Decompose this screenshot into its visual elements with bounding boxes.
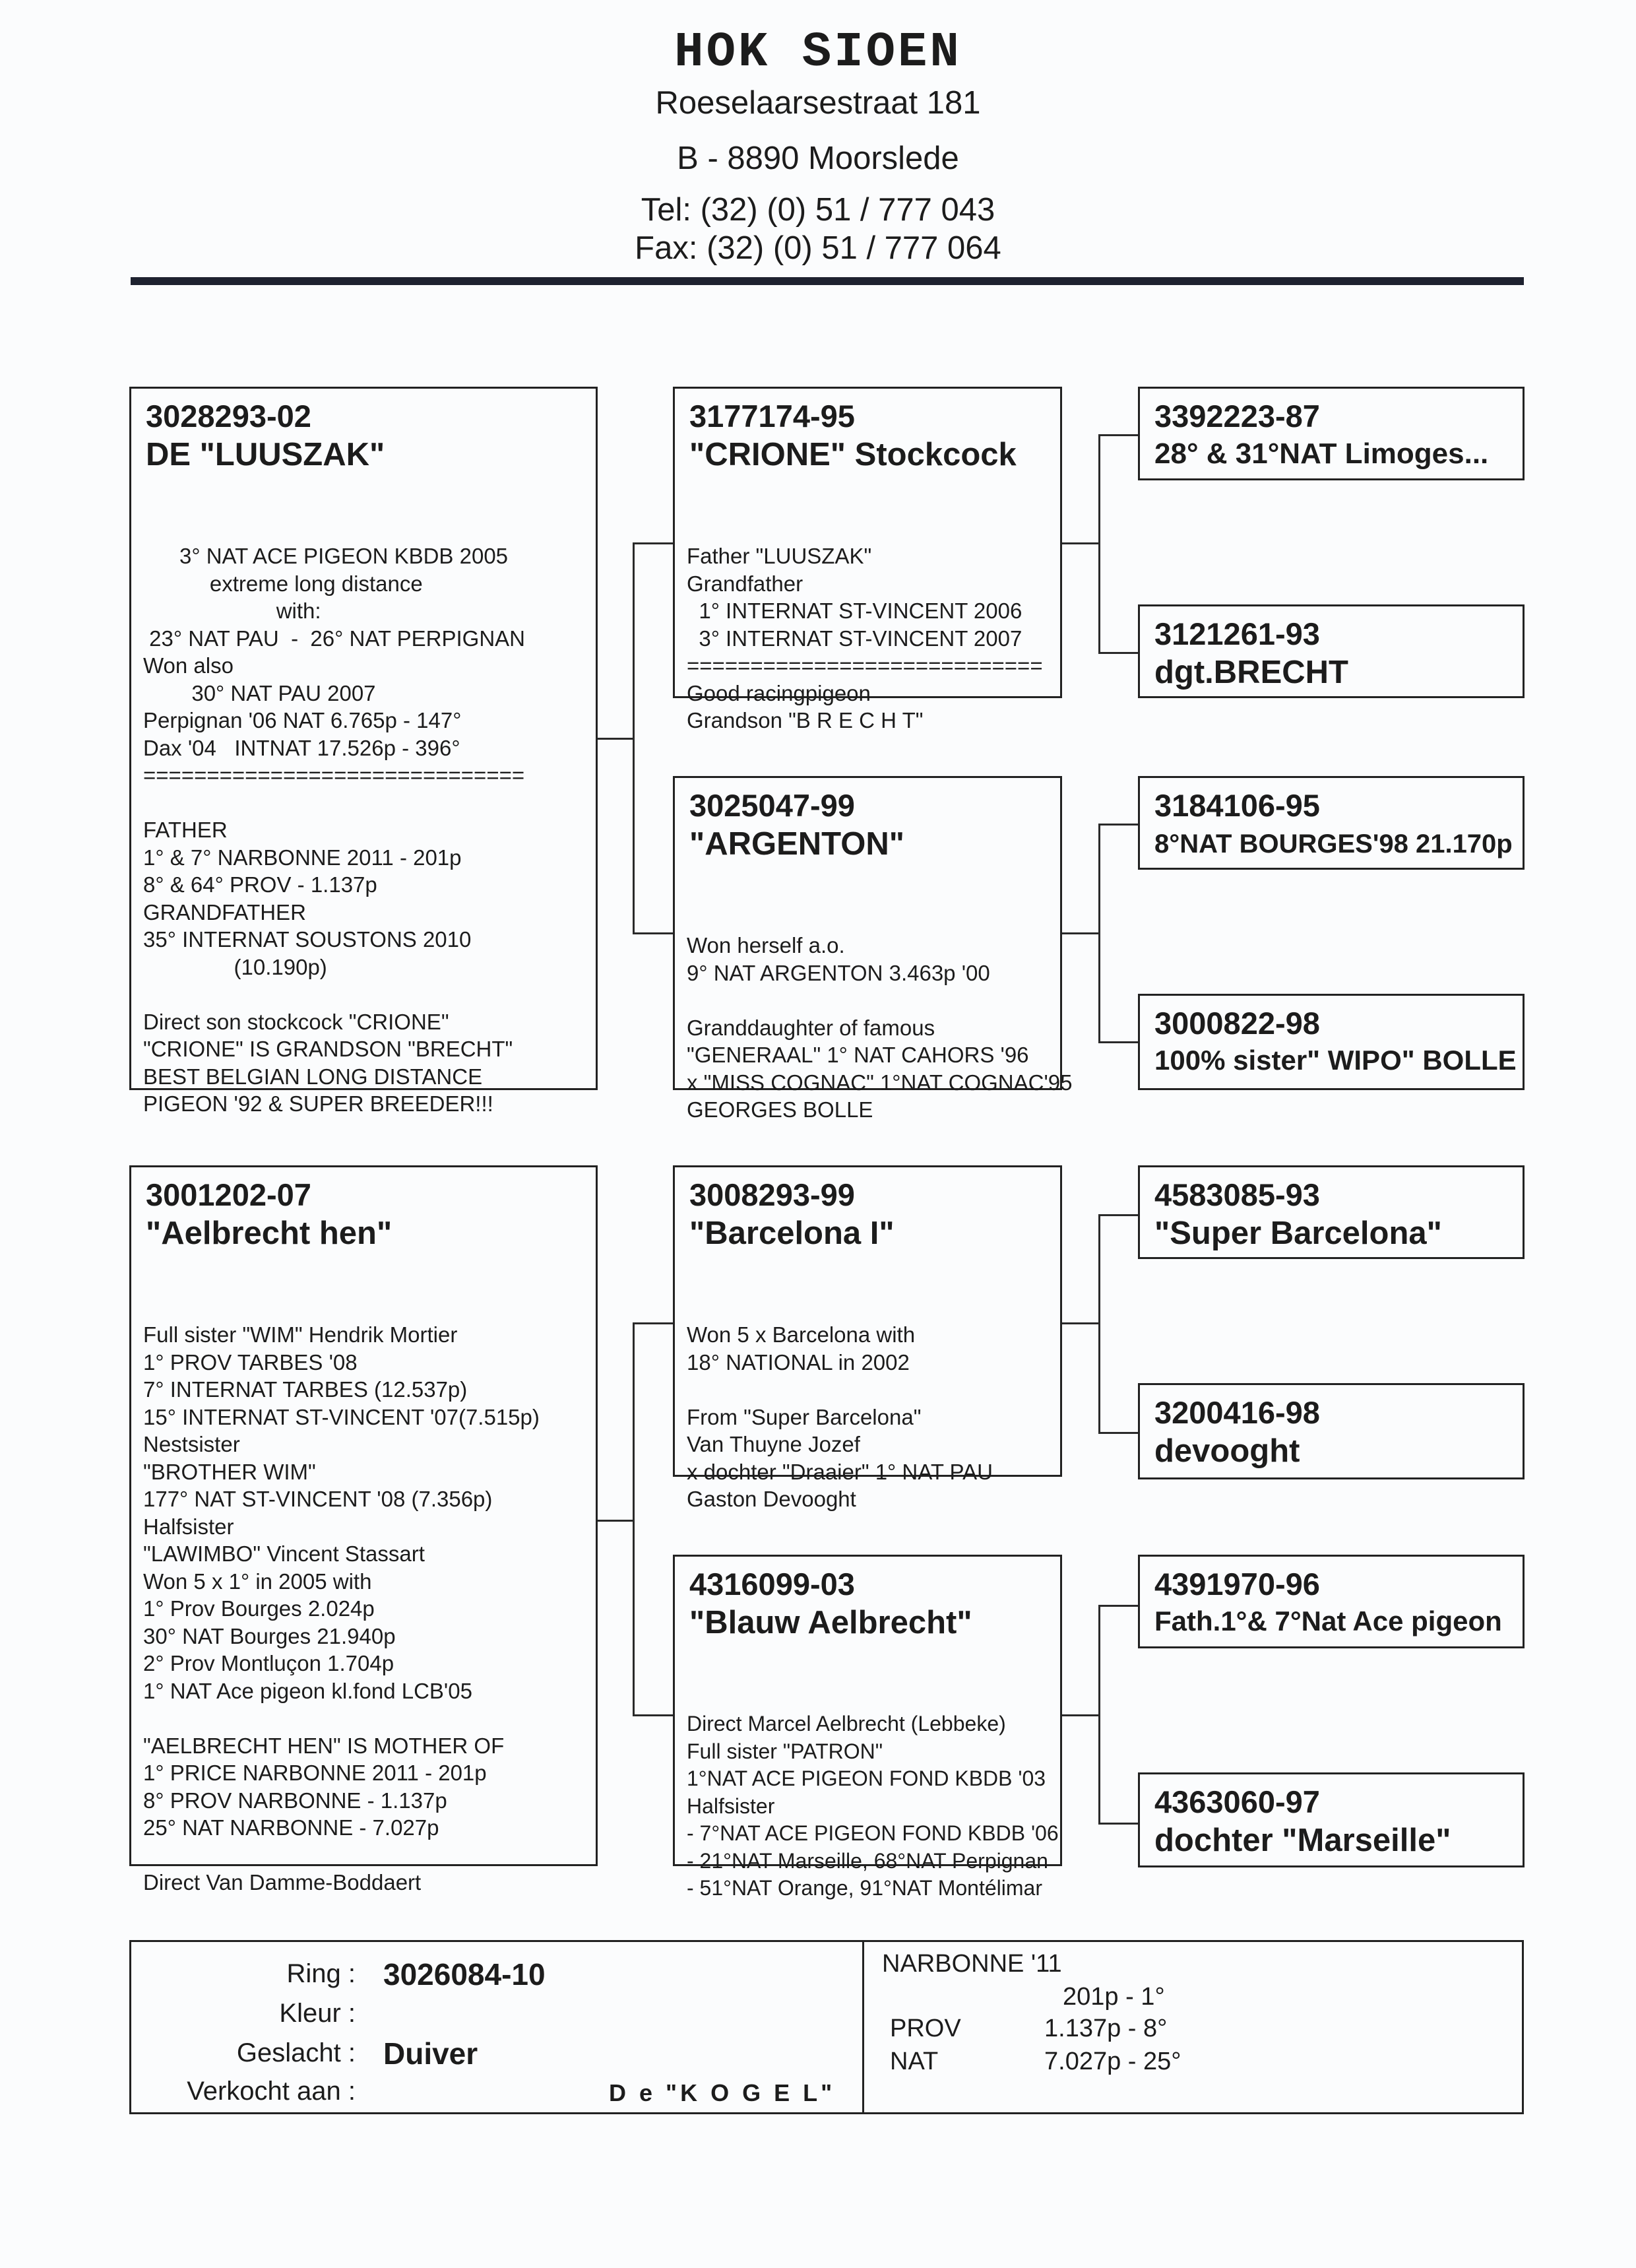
pigeon-name: DE "LUUSZAK" bbox=[146, 437, 385, 472]
ring-number: 3121261-93 bbox=[1154, 616, 1320, 651]
sold-to-value: D e "K O G E L" bbox=[609, 2079, 836, 2106]
pigeon-name: dochter "Marseille" bbox=[1154, 1823, 1451, 1858]
connector-line bbox=[633, 1714, 674, 1716]
pigeon-notes: Full sister "WIM" Hendrik Mortier 1° PROV TARBES '08 7° INTERNAT TARBES (12.537p) 15° INTERNAT ST-VINCENT '07(7.515p) Nestsister "BROTHER WIM" 177° NAT ST-VINCENT '08 (7.356p) Halfsister "LAWIMBO" Vincent Stassart Won 5 x 1° in 2005 with 1° Prov Bourges 2.024p 30° NAT Bourges 21.940p 2° Prov Montluçon 1.704p 1° NAT Ace pigeon kl.fond LCB'05 "AELBRECHT HEN" IS MOTHER OF 1° PRICE NARBONNE 2011 - 201p 8° PROV NARBONNE - 1.137p 25° NAT NARBONNE - 7.027p Direct Van Damme-Boddaert bbox=[143, 1322, 540, 1895]
pedigree-card-mother-dam bbox=[673, 1555, 1062, 1900]
nat-result: 7.027p - 25° bbox=[1044, 2048, 1181, 2075]
pedigree-card-father-sire bbox=[673, 387, 1062, 732]
connector-line bbox=[633, 542, 635, 934]
connector-line bbox=[633, 932, 674, 934]
panel-divider bbox=[862, 1942, 864, 2112]
ring-number: 3008293-99 bbox=[689, 1177, 855, 1212]
ring-number: 4316099-03 bbox=[689, 1567, 855, 1602]
connector-line bbox=[1098, 824, 1139, 826]
race-result-club: 201p - 1° bbox=[1063, 1983, 1165, 2011]
pigeon-notes: 3° NAT ACE PIGEON KBDB 2005 extreme long distance with: 23° NAT PAU - 26° NAT PERPIGNAN Won also 30° NAT PAU 2007 Perpignan '06 NAT 6.765p - 147° Dax '04 INTNAT 17.526p - 396° ============================== FATHER 1° & 7° NARBONNE 2011 - 201p 8° & 64° PROV - 1.137p GRANDFATHER 35° INTERNAT SOUSTONS 2010 (10.190p) Direct son stockcock "CRIONE" "CRIONE" IS GRANDSON "BRECHT" BEST BELGIAN LONG DISTANCE PIGEON '92 & SUPER BREEDER!!! bbox=[143, 544, 525, 1116]
connector-line bbox=[1098, 1432, 1139, 1434]
pigeon-name: 8°NAT BOURGES'98 21.170p bbox=[1154, 829, 1513, 859]
ring-value: 3026084-10 bbox=[383, 1957, 546, 1992]
pigeon-notes: Father "LUUSZAK" Grandfather 1° INTERNAT ST-VINCENT 2006 3° INTERNAT ST-VINCENT 2007 ============================ Good racingpigeon Grandson "B R E C H T" bbox=[687, 544, 1043, 732]
pigeon-details-panel bbox=[129, 1940, 1524, 2114]
ring-label: Ring : bbox=[286, 1959, 356, 1988]
pedigree-card-grandparent bbox=[1138, 994, 1525, 1090]
ring-number: 3000822-98 bbox=[1154, 1006, 1320, 1041]
pedigree-card-mother bbox=[129, 1165, 598, 1895]
sex-value: Duiver bbox=[383, 2036, 478, 2071]
pigeon-name: Fath.1°& 7°Nat Ace pigeon bbox=[1154, 1605, 1502, 1636]
connector-line bbox=[1061, 1714, 1100, 1716]
sold-to-label: Verkocht aan : bbox=[187, 2077, 356, 2106]
connector-line bbox=[1098, 824, 1100, 1043]
pedigree-card-grandparent bbox=[1138, 1383, 1525, 1479]
header-divider bbox=[131, 277, 1524, 285]
pigeon-name: "Blauw Aelbrecht" bbox=[689, 1605, 972, 1640]
pedigree-card-grandparent bbox=[1138, 604, 1525, 698]
connector-line bbox=[1098, 652, 1139, 654]
pigeon-name: "ARGENTON" bbox=[689, 826, 904, 862]
address-city: B - 8890 Moorslede bbox=[677, 141, 959, 176]
ring-number: 3184106-95 bbox=[1154, 788, 1320, 823]
ring-number: 3392223-87 bbox=[1154, 399, 1320, 434]
connector-line bbox=[1098, 1605, 1139, 1607]
ring-number: 4583085-93 bbox=[1154, 1177, 1320, 1212]
connector-line bbox=[633, 1322, 674, 1324]
connector-line bbox=[1098, 434, 1139, 436]
pigeon-name: "Barcelona I" bbox=[689, 1215, 895, 1251]
connector-line bbox=[633, 542, 674, 544]
ring-number: 3028293-02 bbox=[146, 399, 311, 434]
pigeon-name: "Aelbrecht hen" bbox=[146, 1215, 393, 1251]
pedigree-card-grandparent bbox=[1138, 776, 1525, 870]
loft-title: HOK SIOEN bbox=[674, 25, 962, 81]
connector-line bbox=[1098, 1041, 1139, 1043]
connector-line bbox=[596, 738, 634, 740]
pigeon-name: dgt.BRECHT bbox=[1154, 655, 1348, 690]
pedigree-card-mother-sire bbox=[673, 1165, 1062, 1511]
race-title: NARBONNE '11 bbox=[882, 1950, 1062, 1978]
pigeon-notes: Won herself a.o. 9° NAT ARGENTON 3.463p '00 Granddaughter of famous "GENERAAL" 1° NAT CAHORS '96 x "MISS COGNAC" 1°NAT COGNAC'95 GEORGES BOLLE bbox=[687, 933, 1073, 1122]
connector-line bbox=[1098, 1214, 1139, 1216]
pigeon-name: 100% sister" WIPO" BOLLE bbox=[1154, 1045, 1517, 1076]
connector-line bbox=[1098, 1214, 1100, 1433]
pigeon-notes: Direct Marcel Aelbrecht (Lebbeke) Full sister "PATRON" 1°NAT ACE PIGEON FOND KBDB '03 Halfsister - 7°NAT ACE PIGEON FOND KBDB '06 - 21°NAT Marseille, 68°NAT Perpignan - 51°NAT Orange, 91°NAT Montélimar bbox=[687, 1712, 1059, 1900]
ring-number: 4363060-97 bbox=[1154, 1784, 1320, 1819]
connector-line bbox=[1098, 434, 1100, 653]
pigeon-name: "Super Barcelona" bbox=[1154, 1215, 1442, 1251]
connector-line bbox=[596, 1520, 634, 1522]
prov-label: PROV bbox=[890, 2015, 961, 2042]
pedigree-card-father-dam bbox=[673, 776, 1073, 1122]
nat-label: NAT bbox=[890, 2048, 939, 2075]
pigeon-notes: Won 5 x Barcelona with 18° NATIONAL in 2002 From "Super Barcelona" Van Thuyne Jozef x dochter "Draaier" 1° NAT PAU Gaston Devooght bbox=[687, 1322, 993, 1511]
pedigree-card-grandparent bbox=[1138, 387, 1525, 480]
color-label: Kleur : bbox=[279, 1999, 356, 2028]
pedigree-card-father bbox=[129, 387, 598, 1116]
pigeon-name: devooght bbox=[1154, 1433, 1300, 1469]
connector-line bbox=[1061, 1322, 1100, 1324]
sex-label: Geslacht : bbox=[236, 2038, 356, 2067]
connector-line bbox=[1098, 1823, 1139, 1825]
connector-line bbox=[633, 1322, 635, 1716]
pedigree-card-grandparent bbox=[1138, 1165, 1525, 1259]
address-street: Roeselaarsestraat 181 bbox=[655, 85, 981, 121]
pigeon-name: "CRIONE" Stockcock bbox=[689, 437, 1017, 472]
ring-number: 3177174-95 bbox=[689, 399, 855, 434]
pedigree-card-grandparent bbox=[1138, 1555, 1525, 1648]
pigeon-name: 28° & 31°NAT Limoges... bbox=[1154, 437, 1489, 470]
ring-number: 4391970-96 bbox=[1154, 1567, 1320, 1602]
prov-result: 1.137p - 8° bbox=[1044, 2015, 1168, 2042]
pedigree-card-grandparent bbox=[1138, 1772, 1525, 1867]
ring-number: 3025047-99 bbox=[689, 788, 855, 823]
phone-number: Tel: (32) (0) 51 / 777 043 bbox=[641, 192, 995, 228]
connector-line bbox=[1098, 1605, 1100, 1824]
ring-number: 3001202-07 bbox=[146, 1177, 311, 1212]
ring-number: 3200416-98 bbox=[1154, 1395, 1320, 1430]
connector-line bbox=[1061, 542, 1100, 544]
fax-number: Fax: (32) (0) 51 / 777 064 bbox=[635, 230, 1001, 266]
